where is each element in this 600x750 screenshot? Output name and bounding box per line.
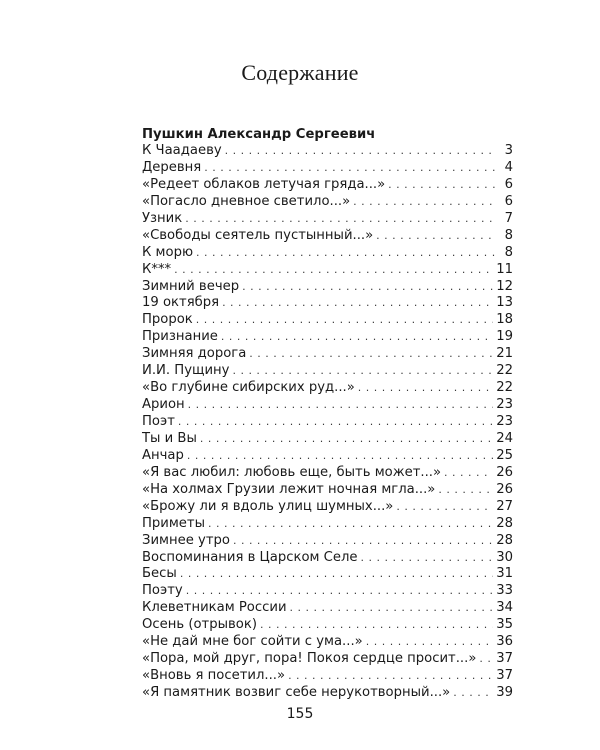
toc-entry-page: 23 xyxy=(496,414,513,429)
toc-entry xyxy=(142,414,513,431)
toc-entry xyxy=(142,600,513,617)
toc-entry-title: «Во глубине сибирских руд...» xyxy=(142,380,355,396)
toc-entry-page: 21 xyxy=(496,346,513,362)
toc-entry-page: 36 xyxy=(496,634,513,650)
toc-entry xyxy=(142,397,513,414)
toc-entry-page: 27 xyxy=(496,498,513,514)
toc-entry xyxy=(142,685,513,702)
toc-leader-dots xyxy=(232,363,493,380)
toc-leader-dots xyxy=(185,211,496,228)
toc-entry-title: Воспоминания в Царском Селе xyxy=(142,549,358,565)
toc-entry-page: 13 xyxy=(496,295,513,311)
toc-entry-title: «Брожу ли я вдоль улиц шумных...» xyxy=(142,498,394,514)
toc-leader-dots xyxy=(222,295,493,312)
page-number: 155 xyxy=(286,706,314,722)
toc-entry-page: 35 xyxy=(496,617,513,633)
toc-entry xyxy=(142,533,513,550)
toc-entry-title: Приметы xyxy=(142,515,206,531)
toc-entry xyxy=(142,465,513,482)
toc-leader-dots xyxy=(388,177,496,194)
toc-entry xyxy=(142,346,513,363)
toc-entry xyxy=(142,482,513,499)
toc-entry-title: Бесы xyxy=(142,566,177,582)
toc-entry-title: 19 октября xyxy=(142,295,220,311)
toc-entry xyxy=(142,634,513,651)
toc-leader-dots xyxy=(180,566,493,583)
toc-entry-page: 6 xyxy=(504,176,513,192)
toc-entry-page: 37 xyxy=(496,651,513,667)
toc-entry-page: 24 xyxy=(496,430,513,446)
toc-entry xyxy=(142,583,513,600)
toc-leader-dots xyxy=(288,668,493,685)
toc-entry-page: 8 xyxy=(504,244,513,260)
toc-leader-dots xyxy=(225,143,496,160)
toc-entry-title: К морю xyxy=(142,244,194,260)
toc-leader-dots xyxy=(187,448,493,465)
toc-entry-title: Поэту xyxy=(142,583,183,599)
toc-entry-title: «Редеет облаков летучая гряда...» xyxy=(142,176,386,192)
table-of-contents xyxy=(142,126,513,702)
toc-entry-page: 7 xyxy=(504,210,513,226)
toc-entry-page: 26 xyxy=(496,464,513,480)
toc-entry-page: 28 xyxy=(496,532,513,548)
toc-entry-page: 22 xyxy=(496,363,513,379)
toc-entry-page: 18 xyxy=(496,312,513,328)
toc-leader-dots xyxy=(186,583,494,600)
toc-entry-page: 12 xyxy=(496,278,513,294)
toc-entry-title: Анчар xyxy=(142,447,184,463)
toc-entry-title: К*** xyxy=(142,261,172,277)
toc-entry xyxy=(142,211,513,228)
toc-entry-page: 23 xyxy=(496,397,513,413)
toc-entry xyxy=(142,448,513,465)
toc-entry xyxy=(142,499,513,516)
toc-entry-title: Ты и Вы xyxy=(142,430,197,446)
toc-entry xyxy=(142,363,513,380)
toc-entry-title: Пророк xyxy=(142,312,193,328)
toc-entry-title: «Не дай мне бог сойти с ума...» xyxy=(142,634,363,650)
toc-leader-dots xyxy=(361,550,494,567)
toc-entry xyxy=(142,194,513,211)
toc-leader-dots xyxy=(249,346,493,363)
toc-leader-dots xyxy=(396,499,493,516)
toc-entry-page: 39 xyxy=(496,685,513,700)
section-heading-author: Пушкин Александр Сергеевич xyxy=(142,127,376,142)
toc-entry-title: «Свободы сеятель пустынный...» xyxy=(142,227,374,243)
toc-entry-title: Узник xyxy=(142,210,183,226)
toc-entry-page: 8 xyxy=(504,227,513,243)
toc-entry-title: «Вновь я посетил...» xyxy=(142,668,286,684)
toc-entry-title: К Чаадаеву xyxy=(142,143,222,158)
toc-entry xyxy=(142,143,513,160)
toc-entry-page: 19 xyxy=(496,329,513,345)
toc-entry-title: И.И. Пущину xyxy=(142,363,230,379)
toc-entry-title: Зимнее утро xyxy=(142,532,230,548)
toc-leader-dots xyxy=(453,685,493,702)
toc-entry-title: Осень (отрывок) xyxy=(142,617,257,633)
toc-entry xyxy=(142,295,513,312)
toc-leader-dots xyxy=(196,245,496,262)
toc-leader-dots xyxy=(221,329,493,346)
toc-leader-dots xyxy=(174,262,493,279)
toc-leader-dots xyxy=(233,533,493,550)
toc-entry-page: 28 xyxy=(496,515,513,531)
toc-entry-page: 26 xyxy=(496,481,513,497)
toc-entry xyxy=(142,279,513,296)
toc-entry-title: Арион xyxy=(142,397,185,413)
toc-entry-page: 3 xyxy=(504,143,513,158)
toc-leader-dots xyxy=(260,617,493,634)
toc-entry xyxy=(142,329,513,346)
toc-leader-dots xyxy=(208,516,493,533)
toc-entry-page: 33 xyxy=(496,583,513,599)
toc-entry xyxy=(142,651,513,668)
toc-entry-title: «Пора, мой друг, пора! Покоя сердце просит...» xyxy=(142,651,477,667)
toc-entry xyxy=(142,431,513,448)
toc-entry-page: 4 xyxy=(504,159,513,175)
toc-leader-dots xyxy=(178,414,493,431)
toc-leader-dots xyxy=(200,431,493,448)
toc-leader-dots xyxy=(438,482,493,499)
toc-entry xyxy=(142,550,513,567)
toc-entry-page: 34 xyxy=(496,600,513,616)
toc-entry-title: Зимняя дорога xyxy=(142,346,247,362)
toc-leader-dots xyxy=(196,312,493,329)
toc-leader-dots xyxy=(353,194,496,211)
toc-leader-dots xyxy=(290,600,494,617)
toc-entry-title: Поэт xyxy=(142,414,175,429)
toc-leader-dots xyxy=(376,228,496,245)
toc-entry xyxy=(142,245,513,262)
toc-entry xyxy=(142,160,513,177)
toc-entry xyxy=(142,380,513,397)
toc-entry-title: «Я вас любил: любовь еще, быть может...» xyxy=(142,464,442,480)
toc-entry-page: 6 xyxy=(504,193,513,209)
toc-entry xyxy=(142,617,513,634)
toc-entry xyxy=(142,228,513,245)
toc-entry-title: Зимний вечер xyxy=(142,278,240,294)
toc-entry-title: «Погасло дневное светило...» xyxy=(142,193,351,209)
toc-list xyxy=(142,143,513,702)
toc-entry-page: 30 xyxy=(496,549,513,565)
toc-entry-title: Деревня xyxy=(142,159,202,175)
toc-entry xyxy=(142,312,513,329)
toc-entry-title: Клеветникам России xyxy=(142,600,287,616)
toc-entry xyxy=(142,262,513,279)
toc-entry-page: 25 xyxy=(496,447,513,463)
toc-leader-dots xyxy=(188,397,494,414)
toc-leader-dots xyxy=(444,465,493,482)
page-title: Содержание xyxy=(241,60,359,85)
toc-leader-dots xyxy=(242,279,493,296)
toc-entry-page: 22 xyxy=(496,380,513,396)
toc-leader-dots xyxy=(358,380,493,397)
toc-entry-page: 31 xyxy=(496,566,513,582)
toc-entry-title: «На холмах Грузии лежит ночная мгла...» xyxy=(142,481,436,497)
toc-entry-title: «Я памятник возвиг себе нерукотворный...» xyxy=(142,685,451,700)
toc-leader-dots xyxy=(204,160,496,177)
toc-entry xyxy=(142,566,513,583)
toc-entry-page: 37 xyxy=(496,668,513,684)
toc-entry xyxy=(142,516,513,533)
toc-entry-title: Признание xyxy=(142,329,218,345)
toc-leader-dots xyxy=(366,634,494,651)
toc-entry xyxy=(142,668,513,685)
toc-leader-dots xyxy=(479,651,493,668)
toc-entry-page: 11 xyxy=(496,261,513,277)
toc-entry xyxy=(142,177,513,194)
